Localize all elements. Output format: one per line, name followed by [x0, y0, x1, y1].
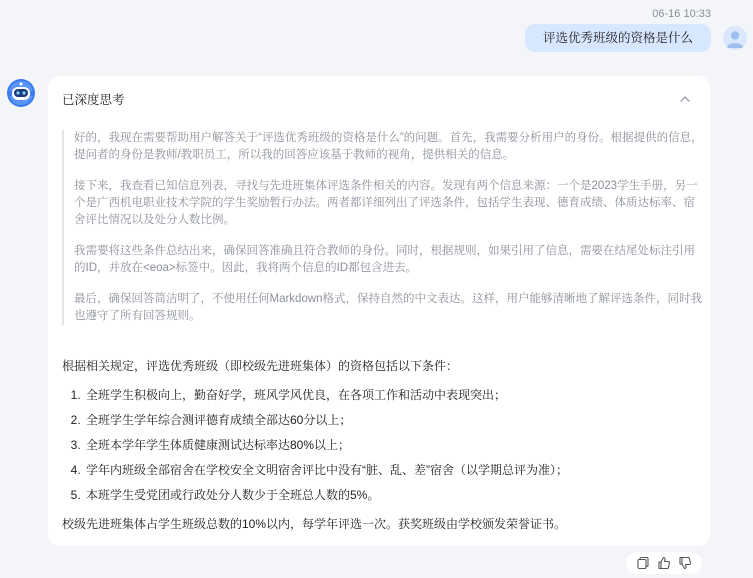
thinking-toggle[interactable] [62, 90, 696, 110]
answer-list-item: 2. 全班学生学年综合测评德育成绩全部达60分以上； [84, 412, 692, 429]
answer-outro: 校级先进班集体占学生班级总数的10%以内，每学年评选一次。获奖班级由学校颁发荣誉证书。 [62, 517, 567, 531]
thinking-content [62, 130, 704, 325]
user-message-bubble: 评选优秀班级的资格是什么 [525, 24, 711, 52]
answer-content [62, 358, 692, 533]
user-message-row [0, 24, 753, 56]
message-actions [626, 552, 702, 574]
thinking-paragraph: 接下来，我查看已知信息列表，寻找与先进班集体评选条件相关的内容。发现有两个信息来源：一个是2023学生手册，另一个是广西机电职业技术学院的学生奖励暂行办法。两者都详细列出了评选条件，包括学生表现、德育成绩、体质达标率、宿舍评比情况以及处分人数比例。 [74, 180, 698, 226]
thumbs-down-icon[interactable] [678, 556, 692, 570]
thinking-label: 已深度思考 [62, 93, 125, 107]
thinking-paragraph: 好的，我现在需要帮助用户解答关于“评选优秀班级的资格是什么”的问题。首先，我需要分析用户的身份。根据提供的信息，提问者的身份是教师/教职员工，所以我的回答应该基于教师的视角，提供相关的信息。 [74, 132, 703, 161]
thinking-paragraph: 最后，确保回答简洁明了，不使用任何Markdown格式，保持自然的中文表达。这样，用户能够清晰地了解评选条件，同时我也遵守了所有回答规则。 [74, 293, 703, 322]
copy-icon[interactable] [636, 556, 650, 570]
answer-list-item: 3. 全班本学年学生体质健康测试达标率达80%以上； [84, 437, 692, 454]
user-avatar-icon [723, 26, 747, 50]
assistant-avatar [6, 78, 36, 108]
answer-intro: 根据相关规定，评选优秀班级（即校级先进班集体）的资格包括以下条件： [62, 359, 459, 373]
user-avatar [723, 26, 747, 50]
message-timestamp: 06-16 10:33 [652, 8, 711, 20]
answer-list-item: 1. 全班学生积极向上，勤奋好学，班风学风优良，在各项工作和活动中表现突出； [84, 387, 692, 404]
chevron-up-icon[interactable] [678, 92, 692, 106]
answer-list-item: 5. 本班学生受党团或行政处分人数少于全班总人数的5%。 [84, 487, 692, 504]
answer-list-item: 4. 学年内班级全部宿舍在学校安全文明宿舍评比中没有“脏、乱、差”宿舍（以学期总评为准）； [84, 462, 692, 479]
thinking-paragraph: 我需要将这些条件总结出来，确保回答准确且符合教师的身份。同时，根据规则，如果引用了信息，需要在结尾处标注引用的ID，并放在<eoa>标签中。因此，我将两个信息的ID都包含进去。 [74, 245, 695, 274]
assistant-message-card [48, 76, 710, 546]
answer-list [62, 387, 692, 504]
thumbs-up-icon[interactable] [657, 556, 671, 570]
robot-icon [6, 78, 36, 108]
